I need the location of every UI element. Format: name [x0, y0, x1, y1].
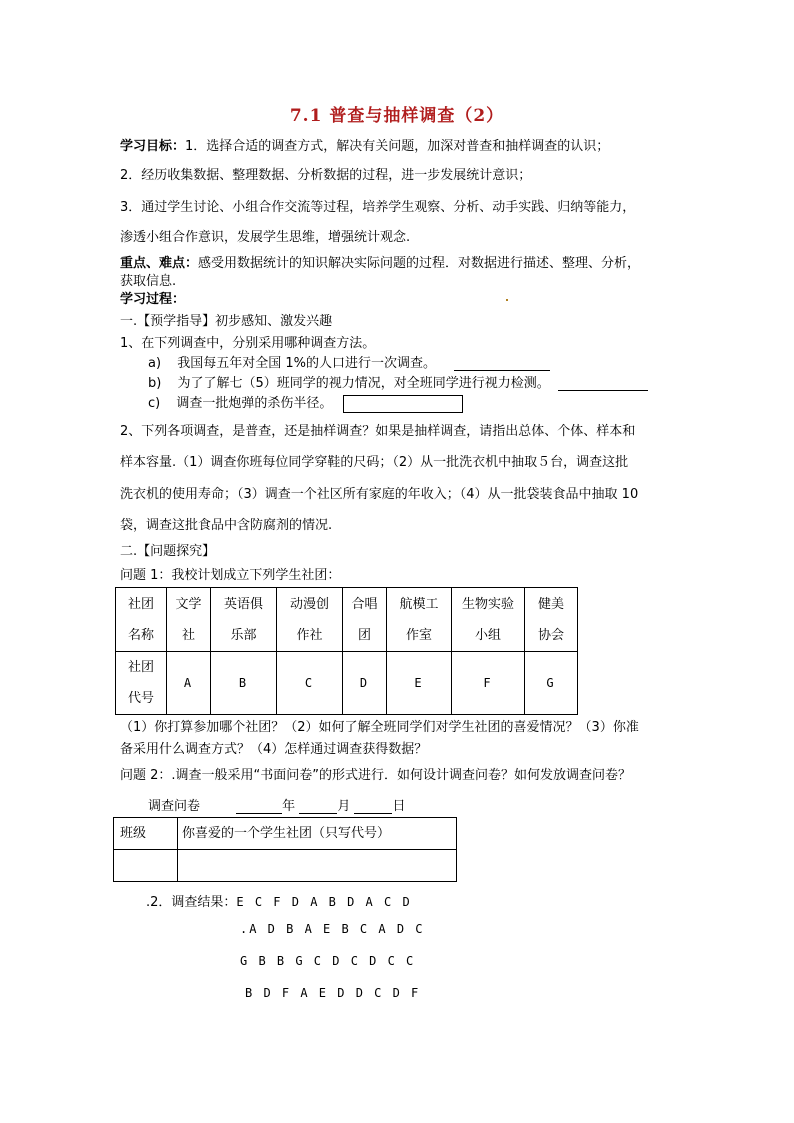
- problem-1-questions-line2: 备采用什么调查方式？（4）怎样通过调查获得数据？: [120, 742, 428, 757]
- month-blank[interactable]: [299, 799, 337, 814]
- answer-blank-a[interactable]: [454, 356, 550, 371]
- goals-label: 学习目标：: [120, 139, 186, 154]
- club-name-cell: 动漫创 作社: [277, 588, 343, 652]
- day-label: 日: [392, 799, 406, 814]
- club-code-cell: E: [387, 652, 452, 715]
- day-blank[interactable]: [354, 799, 392, 814]
- club-code-cell: G: [525, 652, 578, 715]
- key-points-cont: 获取信息.: [120, 274, 177, 289]
- table-row: [114, 818, 457, 850]
- results-label: .2．调查结果：: [146, 895, 237, 910]
- problem-2: 问题 2：.调查一般采用“书面问卷”的形式进行．如何设计调查问卷？如何发放调查问卷？: [120, 768, 632, 783]
- year-blank[interactable]: [236, 799, 282, 814]
- table-row: [116, 588, 578, 652]
- goal-1: [120, 135, 609, 154]
- item-c: [148, 392, 463, 413]
- survey-header: [148, 795, 405, 814]
- goal-1-text: 1．选择合适的调查方式，解决有关问题，加深对普查和抽样调查的认识；: [185, 139, 610, 154]
- club-code-cell: B: [211, 652, 277, 715]
- question-2-line3: 洗衣机的使用寿命；（3）调查一个社区所有家庭的年收入；（4）从一批袋装食品中抽取 10: [120, 487, 639, 502]
- class-input-cell[interactable]: [114, 850, 178, 882]
- club-name-cell: 健美 协会: [525, 588, 578, 652]
- results-data: E C F D A B D A C D: [236, 895, 412, 909]
- goal-3: 3．通过学生讨论、小组合作交流等过程，培养学生观察、分析、动手实践、归纳等能力，: [120, 200, 636, 215]
- class-column-header: 班级: [114, 818, 178, 850]
- club-code-cell: C: [277, 652, 343, 715]
- item-b-marker: b): [148, 376, 162, 391]
- answer-blank-b[interactable]: [558, 376, 648, 391]
- item-c-marker: c): [148, 396, 161, 411]
- item-a: [148, 352, 550, 371]
- key-label: 重点、难点：: [120, 256, 199, 271]
- question-2-line4: 袋，调查这批食品中含防腐剂的情况.: [120, 518, 333, 533]
- club-code-cell: A: [167, 652, 211, 715]
- club-name-cell: 文学 社: [167, 588, 211, 652]
- problem-1: 问题 1：我校计划成立下列学生社团：: [120, 568, 341, 583]
- club-code-cell: D: [343, 652, 387, 715]
- item-a-text: 我国每五年对全国 1%的人口进行一次调查。: [177, 356, 436, 371]
- question-2-line1: 2、下列各项调查，是普查，还是抽样调查？如果是抽样调查，请指出总体、个体、样本和: [120, 424, 636, 439]
- results-line3: G B B G C D C D C C: [240, 954, 416, 968]
- key-text: 感受用数据统计的知识解决实际问题的过程．对数据进行描述、整理、分析，: [198, 256, 641, 271]
- goal-2: 2．经历收集数据、整理数据、分析数据的过程，进一步发展统计意识；: [120, 168, 532, 183]
- item-b-text: 为了了解七（5）班同学的视力情况，对全班同学进行视力检测。: [177, 376, 550, 391]
- problem-1-questions-line1: （1）你打算参加哪个社团？（2）如何了解全班同学们对学生社团的喜爱情况？（3）你准: [120, 720, 639, 735]
- club-code-cell: F: [452, 652, 525, 715]
- goal-3-cont: 渗透小组合作意识，发展学生思维，增强统计观念.: [120, 230, 411, 245]
- club-input-cell[interactable]: [178, 850, 457, 882]
- answer-box-c[interactable]: [343, 395, 463, 413]
- key-points: [120, 252, 640, 271]
- survey-label: 调查问卷: [148, 799, 201, 814]
- clubs-table: [115, 587, 578, 715]
- stray-mark: [506, 299, 508, 301]
- club-name-cell: 生物实验 小组: [452, 588, 525, 652]
- question-1: 1、在下列调查中，分别采用哪种调查方法。: [120, 336, 376, 351]
- results-line1: [146, 891, 412, 910]
- club-name-cell: 英语俱 乐部: [211, 588, 277, 652]
- table-row: [116, 652, 578, 715]
- club-name-cell: 航模工 作室: [387, 588, 452, 652]
- item-b: [148, 372, 648, 391]
- survey-table: [113, 817, 457, 882]
- page-title: 7.1 普查与抽样调查（2）: [289, 106, 505, 126]
- club-name-cell: 合唱 团: [343, 588, 387, 652]
- process-label: 学习过程：: [120, 292, 186, 307]
- section1-heading: 一.【预学指导】初步感知、激发兴趣: [120, 314, 333, 329]
- table-row: [114, 850, 457, 882]
- item-c-text: 调查一批炮弹的杀伤半径。: [176, 396, 333, 411]
- results-line4: B D F A E D D C D F: [245, 986, 421, 1000]
- section2-heading: 二.【问题探究】: [120, 544, 216, 559]
- table-header-cell: 社团 名称: [116, 588, 167, 652]
- club-column-header: 你喜爱的一个学生社团（只写代号）: [178, 818, 457, 850]
- year-label: 年: [282, 799, 296, 814]
- month-label: 月: [337, 799, 351, 814]
- results-line2: .A D B A E B C A D C: [240, 922, 425, 936]
- question-2-line2: 样本容量.（1）调查你班每位同学穿鞋的尺码；（2）从一批洗衣机中抽取５台，调查这批: [120, 455, 629, 470]
- item-a-marker: a): [148, 356, 162, 371]
- table-header-cell: 社团 代号: [116, 652, 167, 715]
